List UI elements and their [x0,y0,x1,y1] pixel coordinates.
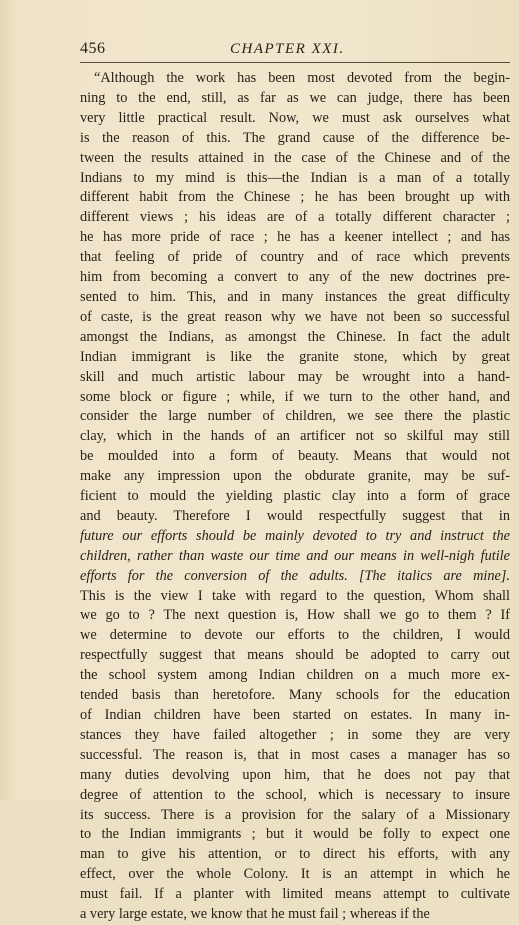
text-line: sented to him. This, and in many instances the great difficulty [80,288,510,305]
text-line: consider the large number of children, we see there the plastic [80,408,510,425]
text-line: to the Indian immigrants ; but it would be folly to expect one [80,826,510,843]
italic-text-line: children, rather than waste our time and our means in well-nigh futile [80,547,510,564]
page-header [80,40,510,60]
text-line: ning to the end, still, as far as we can judge, there has been [80,89,510,106]
text-line: its success. There is a provision for the salary of a Missionary [80,806,510,823]
header-rule [80,62,510,63]
italic-text-line: efforts for the conversion of the adults. [The italics are mine]. [80,567,510,584]
text-line: tween the results attained in the case of the Chinese and of the [80,149,510,166]
text-line: of caste, is the great reason why we have not been so successful [80,308,510,325]
text-line: man to give his attention, or to direct his efforts, with any [80,846,510,863]
text-line: a very large estate, we know that he must fail ; whereas if the [80,906,430,923]
text-line: effect, over the whole Colony. It is an attempt in which he [80,866,510,883]
text-line: be moulded into a form of beauty. Means that would not [80,448,510,465]
text-line: of Indian children have been started on estates. In many in- [80,707,510,723]
text-line: Indians to my mind is this—the Indian is a man of a totally [80,169,510,186]
text-line: respectfully suggest that means should be adopted to carry out [80,647,510,664]
text-line: very little practical result. Now, we must ask ourselves what [80,109,510,126]
text-line: successful. The reason is, that in most cases a manager has so [80,746,510,763]
text-line: he has more pride of race ; he has a keener intellect ; and has [80,229,510,246]
italic-text-line: future our efforts should be mainly devoted to try and instruct the [80,527,510,544]
text-line: some block or figure ; while, if we turn to the other hand, and [80,388,510,405]
text-line: we determine to devote our efforts to the children, I would [80,627,510,644]
text-line: make any impression upon the obdurate granite, may be suf- [80,468,510,485]
text-line: amongst the Indians, as amongst the Chinese. In fact the adult [80,328,510,345]
text-line: clay, which in the hands of an artificer not so skilful may still [80,428,510,445]
body-text [80,69,510,925]
text-line: must fail. If a planter with limited means attempt to cultivate [80,886,510,903]
text-line: him from becoming a convert to any of the new doctrines pre- [80,269,510,286]
running-head: CHAPTER XXI. [230,41,345,57]
text-line: This is the view I take with regard to the question, Whom shall [80,587,510,604]
text-line: different habit from the Chinese ; he has been brought up with [80,189,510,206]
text-line: many duties devolving upon him, that he does not pay that [80,766,510,783]
text-line: and beauty. Therefore I would respectfully suggest that in [80,507,510,524]
text-line: that feeling of pride of country and of race which prevents [80,249,510,266]
text-line: tended basis than heretofore. Many schools for the education [80,687,510,704]
text-line: “Although the work has been most devoted from the begin- [94,70,510,86]
text-line: is the reason of this. The grand cause of the difference be- [80,129,510,146]
text-line: stances they have failed altogether ; in some they are very [80,726,510,743]
text-line: different views ; his ideas are of a totally different character ; [80,209,510,226]
text-line: the school system among Indian children on a much more ex- [80,667,510,684]
text-line: Indian immigrant is like the granite stone, which by great [80,348,510,365]
page-number: 456 [80,40,106,57]
text-line: skill and much artistic labour may be wrought into a hand- [80,368,510,385]
text-line: degree of attention to the school, which is necessary to insure [80,786,510,803]
text-line: ficient to mould the yielding plastic clay into a form of grace [80,488,510,505]
text-line: we go to ? The next question is, How shall we go to them ? If [80,607,510,624]
